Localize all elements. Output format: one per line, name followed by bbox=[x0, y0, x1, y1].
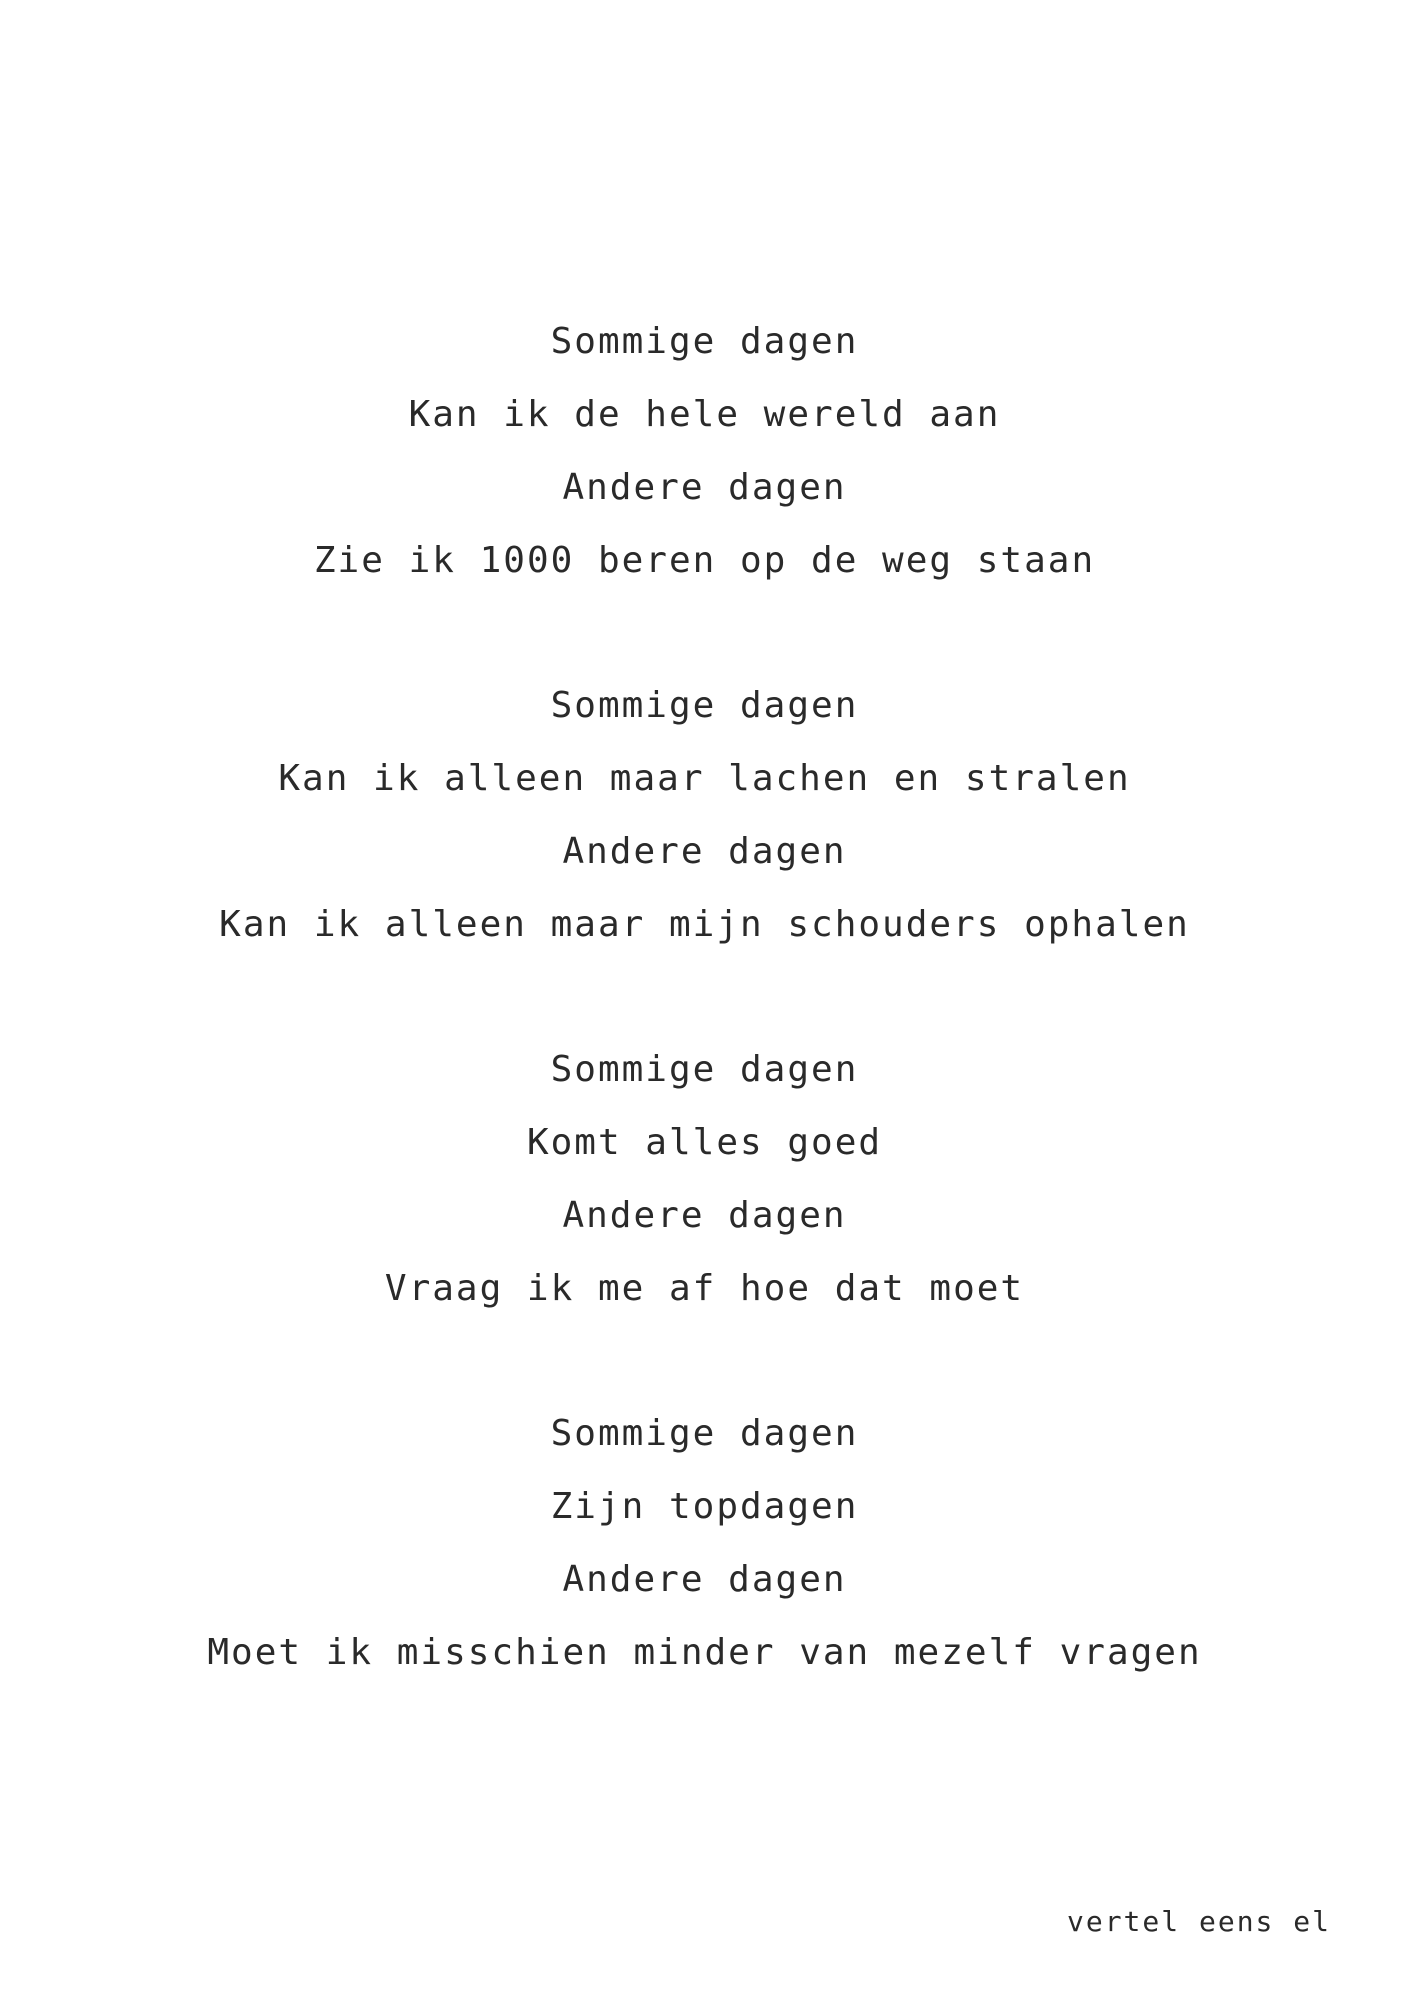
poem-line: Andere dagen bbox=[562, 831, 847, 872]
poem-line: Sommige dagen bbox=[550, 321, 859, 362]
poem-line: Vraag ik me af hoe dat moet bbox=[384, 1268, 1025, 1309]
poem-line: Sommige dagen bbox=[550, 1413, 859, 1454]
poem-line: Sommige dagen bbox=[550, 1049, 859, 1090]
stanza-4 bbox=[0, 1397, 1409, 1689]
signature: vertel eens el bbox=[1066, 1905, 1331, 1938]
poem-line: Kan ik alleen maar mijn schouders ophalen bbox=[219, 904, 1190, 945]
poem-line: Sommige dagen bbox=[550, 685, 859, 726]
poem-line: Kan ik alleen maar lachen en stralen bbox=[278, 758, 1131, 799]
poem bbox=[0, 305, 1409, 1761]
poem-line: Andere dagen bbox=[562, 1559, 847, 1600]
poem-line: Komt alles goed bbox=[526, 1122, 883, 1163]
poem-line: Andere dagen bbox=[562, 467, 847, 508]
poem-line: Zie ik 1000 beren op de weg staan bbox=[313, 540, 1096, 581]
stanza-3 bbox=[0, 1033, 1409, 1325]
stanza-1 bbox=[0, 305, 1409, 597]
poem-line: Kan ik de hele wereld aan bbox=[408, 394, 1001, 435]
poem-line: Moet ik misschien minder van mezelf vragen bbox=[207, 1632, 1202, 1673]
stanza-2 bbox=[0, 669, 1409, 961]
poem-line: Zijn topdagen bbox=[550, 1486, 859, 1527]
poem-line: Andere dagen bbox=[562, 1195, 847, 1236]
